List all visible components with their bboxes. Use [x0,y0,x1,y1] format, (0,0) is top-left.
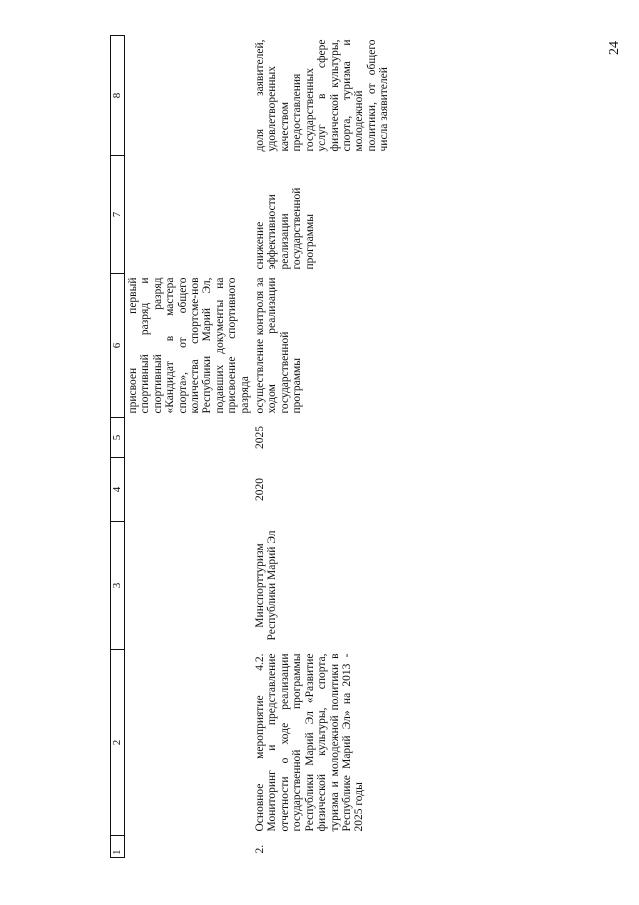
row2-col4: 2020 [254,478,267,501]
table-row-2 [252,36,391,858]
program-table [110,35,392,858]
header-col-8: 8 [111,36,125,156]
page-number: 24 [607,41,622,55]
header-col-2: 2 [111,650,125,836]
continued-col6: присвоен первый спортивный разряд и спортивный разряд «Кандидат в мастера спорта», от общего количества спортсме-нов Республики Марий Эл, подавших документы на присвоение спортивного разряда [127,277,251,414]
header-col-3: 3 [111,522,125,650]
row2-col2: Основное мероприятие 4.2. Мониторинг и представление отчетности о ходе реализации государственной программы Республики Марий Эл «Развитие физической культуры, спорта, туризма и молодежной политики в Республике Марий Эл» на 2013 - 2025 годы [254,653,366,832]
header-col-4: 4 [111,458,125,522]
table-row-continued [125,36,253,858]
header-col-6: 6 [111,274,125,418]
row2-col7: снижение эффективности реализации государственной программы [254,187,316,270]
row2-col3: Минспорттуризм Республики Марий Эл [254,530,279,641]
header-col-7: 7 [111,156,125,274]
row2-col5: 2025 [254,426,267,449]
table-header-row [111,36,125,858]
rotated-table-container [110,36,490,858]
header-col-1: 1 [111,836,125,858]
header-col-5: 5 [111,418,125,458]
row2-number: 2. [254,844,267,854]
row2-col8: доля заявителей, удовлетворенных качеством предоставления государственных услуг в сфере физической культуры, спорта, туризма и молодежной политики, от общего числа заявителей [254,39,391,152]
row2-col6: осуществление контроля за ходом реализации государственной программы [254,277,304,414]
